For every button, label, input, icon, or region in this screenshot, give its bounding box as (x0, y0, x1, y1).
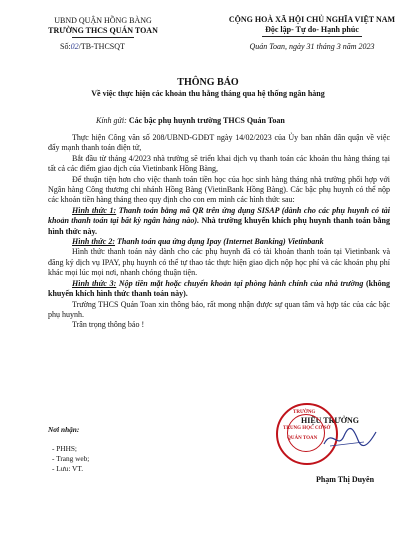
greeting-recipients: Các bậc phụ huynh trường THCS Quán Toan (128, 116, 285, 125)
handwritten-signature (320, 424, 380, 452)
method-2-description: Hình thức thanh toán này dành cho các phụ huynh đã có tài khoản thanh toán tại Vietinbank và đăng ký dịch vụ IPAY, phụ huynh có thể tự thao tác thực hiện giao dịch nộp học phí và các khoản phụ phí khác mọi lúc mọi nơi, nhanh chóng thuận tiện. (48, 247, 390, 278)
paragraph-cooperation: Để thuận tiện hơn cho việc thanh toán tiền học của học sinh hàng tháng nhà trường phối hợp với Ngân hàng Công thương chi nhánh Hồng Bàng (VietinBank Hồng Bàng). Các bậc phụ huynh có thể nộp các khoản tiền hàng tháng theo quy định cho con em mình các hình thức sau: (48, 174, 390, 205)
paragraph-reference: Thực hiện Công văn số 208/UBND-GDĐT ngày 14/02/2023 của Ủy ban nhân dân quận về việc đẩy mạnh thanh toán điện tử, (48, 133, 390, 153)
signer-role: HIỆU TRƯỞNG (300, 416, 359, 425)
recipients-title: Nơi nhận: (48, 425, 80, 434)
paragraph-thanks: Trường THCS Quán Toan xin thông báo, rất mong nhận được sự quan tâm và hợp tác của các bậc phụ huynh. (48, 299, 390, 319)
method-3-label: Hình thức 3: (72, 278, 117, 288)
document-title: THÔNG BÁO (177, 77, 239, 88)
doc-number-prefix: Số: (60, 42, 71, 51)
nation-title: CỘNG HOÀ XÃ HỘI CHỦ NGHĨA VIỆT NAM (228, 15, 396, 24)
method-2-label: Hình thức 2: (72, 237, 116, 247)
signer-name: Phạm Thị Duyên (315, 475, 375, 484)
paragraph-closing: Trân trọng thông báo ! (72, 320, 145, 330)
doc-number-suffix: /TB-THCSQT (78, 42, 125, 51)
recipient-item: - Trang web; (52, 454, 90, 463)
method-2 (48, 237, 390, 247)
method-2-text: Thanh toán qua ứng dụng Ipay (Internet Banking) Vietinbank (117, 237, 324, 247)
document-subject: Về việc thực hiện các khoản thu hằng tháng qua hệ thống ngân hàng (91, 89, 325, 98)
document-body (48, 133, 390, 331)
method-1 (48, 206, 390, 237)
header-right-underline (262, 36, 362, 37)
stamp-ring-text: TRƯỜNG (293, 410, 316, 415)
method-1-note: Nhà trường khuyến khích phụ huynh thanh toán bằng hình thức này. (48, 216, 390, 236)
document-number (60, 42, 125, 52)
method-3-text: Nộp tiền mặt hoặc chuyển khoản tại phòng hành chính của nhà trường (118, 278, 364, 288)
school-name: TRƯỜNG THCS QUÁN TOAN (48, 26, 158, 35)
recipient-item: - Lưu: VT. (52, 464, 84, 473)
stamp-center-line-1: TRUNG HỌC CƠ SỞ (283, 426, 331, 431)
doc-number-handwritten: 02 (70, 42, 79, 51)
stamp-center-line-2: QUÁN TOAN (287, 436, 318, 441)
method-1-text: Thanh toán bằng mã QR trên ứng dụng SISAP (dành cho các phụ huynh có tài khoản thanh toán tại bất kỳ ngân hàng nào). (48, 205, 391, 226)
method-3-note: (không khuyến khích hình thức thanh toán này). (48, 278, 391, 299)
header-left-underline (72, 37, 134, 38)
method-1-label: Hình thức 1: (72, 205, 117, 215)
method-3 (48, 279, 390, 300)
recipient-item: - PHHS; (52, 444, 77, 453)
greeting-prefix: Kính gửi: (96, 116, 127, 125)
paragraph-start-date: Bắt đầu từ tháng 4/2023 nhà trường sẽ triển khai dịch vụ thanh toán các khoản thu hàng tháng tại tất cả các điểm giao dịch của Vietinbank Hồng Bàng, (48, 153, 390, 174)
issuing-authority: UBND QUẬN HỒNG BÀNG (54, 16, 152, 25)
issue-date: Quán Toan, ngày 31 tháng 3 năm 2023 (249, 42, 375, 51)
national-motto: Độc lập- Tự do- Hạnh phúc (265, 25, 359, 34)
greeting (96, 116, 285, 126)
